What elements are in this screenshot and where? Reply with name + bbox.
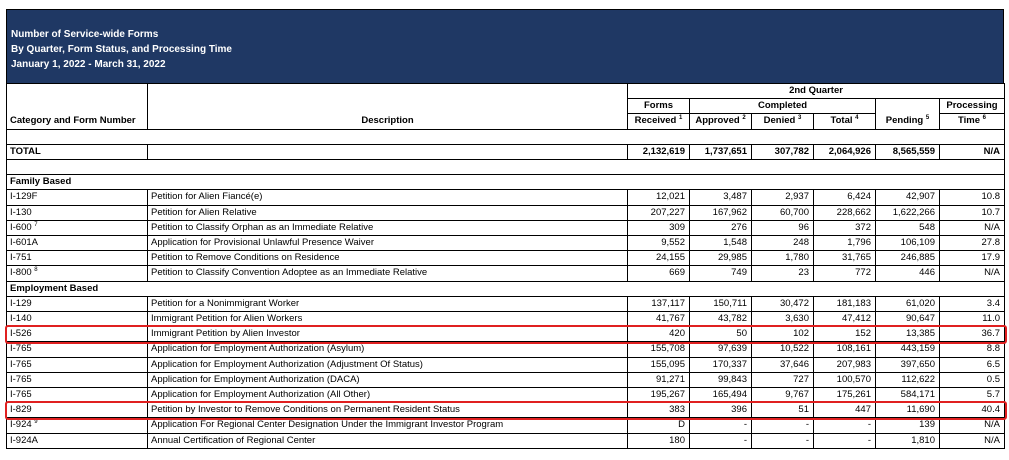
section-employment-based: Employment Based: [7, 281, 1005, 296]
table-row: [7, 190, 1005, 205]
form-number: I-765: [7, 342, 148, 357]
processing-time: 0.5: [940, 372, 1005, 387]
form-description: Petition for a Nonimmigrant Worker: [148, 296, 628, 311]
denied-count: 102: [752, 327, 814, 342]
table-row: [7, 296, 1005, 311]
table-row: [7, 372, 1005, 387]
pending-count: 139: [876, 418, 940, 433]
table-row: [7, 388, 1005, 403]
approved-count: -: [690, 418, 752, 433]
processing-time: 8.8: [940, 342, 1005, 357]
form-description: Application for Provisional Unlawful Presence Waiver: [148, 236, 628, 251]
form-description: Application for Employment Authorization (Adjustment Of Status): [148, 357, 628, 372]
received-count: 12,021: [628, 190, 690, 205]
denied-count: 727: [752, 372, 814, 387]
denied-count: -: [752, 418, 814, 433]
processing-time: N/A: [940, 266, 1005, 281]
total-approved: 1,737,651: [690, 144, 752, 159]
received-count: 383: [628, 403, 690, 418]
form-number: I-751: [7, 251, 148, 266]
denied-count: 37,646: [752, 357, 814, 372]
total-pending: 8,565,559: [876, 144, 940, 159]
total-label: TOTAL: [7, 144, 148, 159]
approved-count: -: [690, 433, 752, 448]
received-count: 41,767: [628, 312, 690, 327]
form-number: I-129F: [7, 190, 148, 205]
denied-count: 30,472: [752, 296, 814, 311]
processing-time: 10.7: [940, 205, 1005, 220]
approved-count: 276: [690, 220, 752, 235]
processing-time: N/A: [940, 433, 1005, 448]
processing-time: 10.8: [940, 190, 1005, 205]
pending-header: Pending $^5$: [876, 114, 940, 129]
approved-count: 43,782: [690, 312, 752, 327]
report-header: [6, 9, 1004, 84]
processing-time: 6.5: [940, 357, 1005, 372]
total-count: 175,261: [814, 388, 876, 403]
table-row: [7, 342, 1005, 357]
total-count: 228,662: [814, 205, 876, 220]
total-denied: 307,782: [752, 144, 814, 159]
table-row: [7, 327, 1005, 342]
pending-count: 443,159: [876, 342, 940, 357]
processing-time: 40.4: [940, 403, 1005, 418]
table-row: [7, 251, 1005, 266]
total-count: 181,183: [814, 296, 876, 311]
form-number: I-130: [7, 205, 148, 220]
approved-count: 396: [690, 403, 752, 418]
form-description: Petition to Remove Conditions on Residence: [148, 251, 628, 266]
section-family-based: Family Based: [7, 175, 1005, 190]
total-count: 372: [814, 220, 876, 235]
processing-time: 36.7: [940, 327, 1005, 342]
form-description: Petition to Classify Convention Adoptee as an Immediate Relative: [148, 266, 628, 281]
approved-count: 3,487: [690, 190, 752, 205]
approved-count: 165,494: [690, 388, 752, 403]
processing-time: 11.0: [940, 312, 1005, 327]
form-number: I-600 $^7$: [7, 220, 148, 235]
form-number: I-765: [7, 388, 148, 403]
total-header: Total $^4$: [814, 114, 876, 129]
forms-header: Forms: [628, 99, 690, 114]
total-count: 31,765: [814, 251, 876, 266]
denied-count: 23: [752, 266, 814, 281]
approved-count: 99,843: [690, 372, 752, 387]
form-description: Immigrant Petition for Alien Workers: [148, 312, 628, 327]
denied-count: 60,700: [752, 205, 814, 220]
denied-count: 51: [752, 403, 814, 418]
form-number: I-140: [7, 312, 148, 327]
table-row: [7, 266, 1005, 281]
received-count: 91,271: [628, 372, 690, 387]
approved-header: Approved $^2$: [690, 114, 752, 129]
form-description: Application for Employment Authorization (Asylum): [148, 342, 628, 357]
form-description: Petition for Alien Fiancé(e): [148, 190, 628, 205]
denied-count: 248: [752, 236, 814, 251]
completed-header: Completed: [690, 99, 876, 114]
denied-count: 96: [752, 220, 814, 235]
form-description: Petition to Classify Orphan as an Immediate Relative: [148, 220, 628, 235]
approved-count: 50: [690, 327, 752, 342]
pending-count: 61,020: [876, 296, 940, 311]
denied-count: -: [752, 433, 814, 448]
table-row: [7, 236, 1005, 251]
table-row: [7, 312, 1005, 327]
pending-count: 42,907: [876, 190, 940, 205]
table-row: [7, 357, 1005, 372]
denied-count: 2,937: [752, 190, 814, 205]
denied-count: 10,522: [752, 342, 814, 357]
form-number: I-924 $^9$: [7, 418, 148, 433]
form-number: I-129: [7, 296, 148, 311]
received-count: 180: [628, 433, 690, 448]
pending-count: 397,650: [876, 357, 940, 372]
processing-time: 17.9: [940, 251, 1005, 266]
form-number: I-765: [7, 357, 148, 372]
report-title: Number of Service-wide Forms: [11, 29, 159, 40]
processing-time: 27.8: [940, 236, 1005, 251]
processing-time: 5.7: [940, 388, 1005, 403]
received-count: 309: [628, 220, 690, 235]
total-row: [7, 144, 1005, 159]
table-row: [7, 433, 1005, 448]
denied-header: Denied $^3$: [752, 114, 814, 129]
total-count: 207,983: [814, 357, 876, 372]
pending-count: 446: [876, 266, 940, 281]
form-description: Petition for Alien Relative: [148, 205, 628, 220]
form-description: Application For Regional Center Designation Under the Immigrant Investor Program: [148, 418, 628, 433]
total-received: 2,132,619: [628, 144, 690, 159]
form-number: I-924A: [7, 433, 148, 448]
received-count: 137,117: [628, 296, 690, 311]
approved-count: 1,548: [690, 236, 752, 251]
received-count: 24,155: [628, 251, 690, 266]
received-count: D: [628, 418, 690, 433]
total-count: 447: [814, 403, 876, 418]
forms-table: [6, 83, 1005, 449]
received-count: 420: [628, 327, 690, 342]
total-count: 108,161: [814, 342, 876, 357]
received-count: 155,095: [628, 357, 690, 372]
processing-time: N/A: [940, 220, 1005, 235]
form-description: Application for Employment Authorization (DACA): [148, 372, 628, 387]
total-count: -: [814, 418, 876, 433]
total-count: 772: [814, 266, 876, 281]
table-row: [7, 403, 1005, 418]
form-number: I-526: [7, 327, 148, 342]
table-row: [7, 205, 1005, 220]
received-count: 669: [628, 266, 690, 281]
form-number: I-829: [7, 403, 148, 418]
received-count: 9,552: [628, 236, 690, 251]
approved-count: 749: [690, 266, 752, 281]
denied-count: 1,780: [752, 251, 814, 266]
time-header: Time $^6$: [940, 114, 1005, 129]
pending-count: 1,810: [876, 433, 940, 448]
pending-count: 1,622,266: [876, 205, 940, 220]
category-header: Category and Form Number: [7, 84, 148, 130]
description-header: Description: [148, 84, 628, 130]
received-count: 155,708: [628, 342, 690, 357]
approved-count: 167,962: [690, 205, 752, 220]
total-count: -: [814, 433, 876, 448]
pending-count: 112,622: [876, 372, 940, 387]
table-row: [7, 418, 1005, 433]
pending-count: 106,109: [876, 236, 940, 251]
total-count: 100,570: [814, 372, 876, 387]
form-number: I-800 $^8$: [7, 266, 148, 281]
received-header: Received $^1$: [628, 114, 690, 129]
received-count: 207,227: [628, 205, 690, 220]
approved-count: 170,337: [690, 357, 752, 372]
total-time: N/A: [940, 144, 1005, 159]
approved-count: 97,639: [690, 342, 752, 357]
approved-count: 29,985: [690, 251, 752, 266]
pending-count: 90,647: [876, 312, 940, 327]
form-description: Immigrant Petition by Alien Investor: [148, 327, 628, 342]
table-row: [7, 220, 1005, 235]
pending-count: 246,885: [876, 251, 940, 266]
form-description: Annual Certification of Regional Center: [148, 433, 628, 448]
total-total: 2,064,926: [814, 144, 876, 159]
form-description: Petition by Investor to Remove Conditions on Permanent Resident Status: [148, 403, 628, 418]
denied-count: 9,767: [752, 388, 814, 403]
form-number: I-765: [7, 372, 148, 387]
approved-count: 150,711: [690, 296, 752, 311]
pending-count: 11,690: [876, 403, 940, 418]
total-count: 1,796: [814, 236, 876, 251]
report-date-range: January 1, 2022 - March 31, 2022: [11, 59, 166, 70]
processing-time: 3.4: [940, 296, 1005, 311]
form-description: Application for Employment Authorization (All Other): [148, 388, 628, 403]
pending-count: 13,385: [876, 327, 940, 342]
processing-time: N/A: [940, 418, 1005, 433]
form-number: I-601A: [7, 236, 148, 251]
report-subtitle: By Quarter, Form Status, and Processing Time: [11, 44, 232, 55]
total-count: 47,412: [814, 312, 876, 327]
pending-count: 584,171: [876, 388, 940, 403]
total-count: 152: [814, 327, 876, 342]
quarter-header: 2nd Quarter: [628, 84, 1005, 99]
pending-count: 548: [876, 220, 940, 235]
processing-header: Processing: [940, 99, 1005, 114]
total-count: 6,424: [814, 190, 876, 205]
denied-count: 3,630: [752, 312, 814, 327]
received-count: 195,267: [628, 388, 690, 403]
